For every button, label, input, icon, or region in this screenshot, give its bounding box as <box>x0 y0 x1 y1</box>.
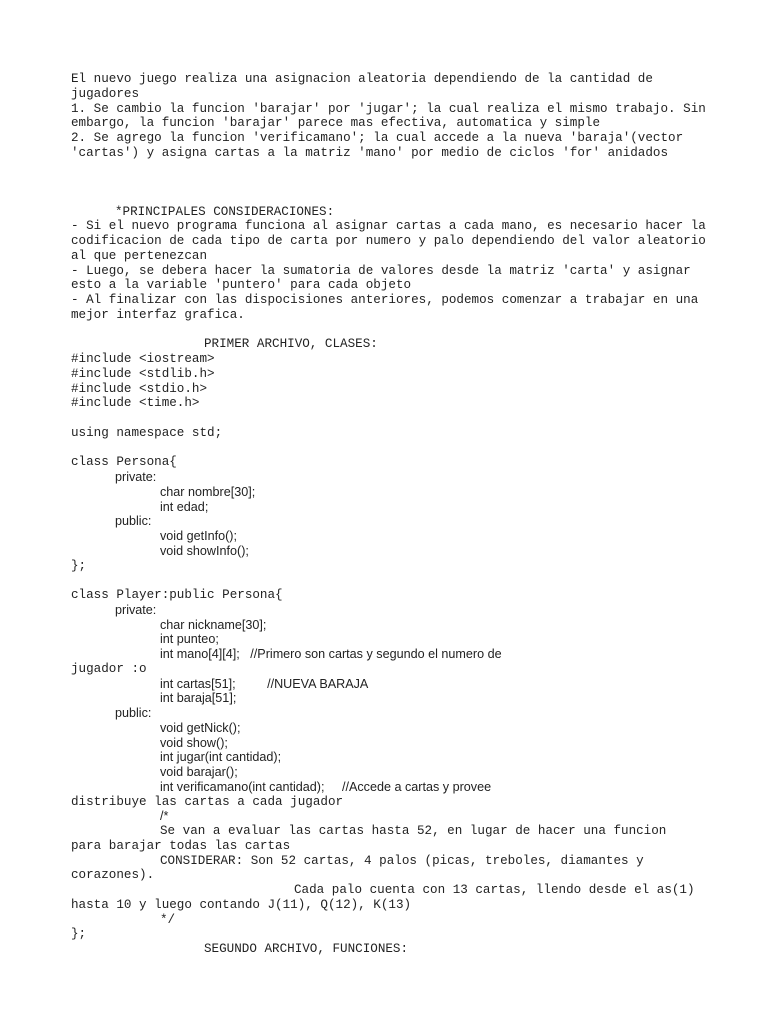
class-persona-close: }; <box>71 558 87 573</box>
code-listing <box>71 337 718 957</box>
member-line-continued: distribuye las cartas a cada jugador <box>71 794 344 809</box>
member-line: int verificamano(int cantidad); //Accede a cartas y provee <box>160 779 492 794</box>
member-line: void getInfo(); <box>160 529 238 543</box>
comment-line: */ <box>160 912 176 927</box>
access-private: private: <box>115 470 157 484</box>
member-line: char nombre[30]; <box>160 484 256 499</box>
consideration-item-1: - Si el nuevo programa funciona al asignar cartas a cada mano, es necesario hacer la codificacion de cada tipo de carta por numero y palo dependiendo del valor aleatorio al que pertenezcan <box>71 219 714 263</box>
comment-line: /* <box>160 809 169 824</box>
class-player-close: }; <box>71 927 87 942</box>
member-line-continued: jugador :o <box>71 661 147 676</box>
member-line: void showInfo(); <box>160 543 249 558</box>
consideration-item-2: - Luego, se debera hacer la sumatoria de valores desde la matriz 'carta' y asignar esto a la variable 'puntero' para cada objeto <box>71 263 699 293</box>
comment-line-continued: corazones). <box>71 868 155 883</box>
spacer <box>71 323 718 338</box>
include-line: #include <iostream> <box>71 352 215 366</box>
include-line: #include <time.h> <box>71 396 200 411</box>
member-line: void show(); <box>160 735 228 750</box>
intro-paragraph-1: El nuevo juego realiza una asignacion aleatoria dependiendo de la cantidad de jugadores <box>71 72 661 101</box>
member-line: int baraja[51]; <box>160 691 237 706</box>
include-line: #include <stdlib.h> <box>71 366 215 381</box>
consideration-item-3: - Al finalizar con las dispocisiones anteriores, podemos comenzar a trabajar en una mejor interfaz grafica. <box>71 293 706 322</box>
member-line: char nickname[30]; <box>160 617 267 632</box>
first-file-heading: PRIMER ARCHIVO, CLASES: <box>204 337 378 352</box>
member-line: int edad; <box>160 499 209 514</box>
access-public: public: <box>115 514 152 529</box>
considerations-heading: *PRINCIPALES CONSIDERACIONES: <box>115 204 335 219</box>
comment-line: Cada palo cuenta con 13 cartas, llendo desde el as(1) <box>294 883 695 897</box>
class-player-open: class Player:public Persona{ <box>71 588 283 602</box>
spacer <box>71 161 718 205</box>
intro-paragraph-3: 2. Se agrego la funcion 'verificamano'; la cual accede a la nueva 'baraja'(vector 'cartas') y asigna cartas a la matriz 'mano' por medio de ciclos 'for' anidados <box>71 131 691 160</box>
comment-line: CONSIDERAR: Son 52 cartas, 4 palos (picas, treboles, diamantes y <box>160 853 644 868</box>
second-file-heading: SEGUNDO ARCHIVO, FUNCIONES: <box>204 942 409 956</box>
using-line: using namespace std; <box>71 425 223 440</box>
access-public: public: <box>115 706 152 720</box>
access-private: private: <box>115 602 157 617</box>
include-line: #include <stdio.h> <box>71 381 208 396</box>
intro-paragraph-2: 1. Se cambio la funcion 'barajar' por 'jugar'; la cual realiza el mismo trabajo. Sin embargo, la funcion 'barajar' parece mas efectiva, automatica y simple <box>71 101 714 131</box>
comment-line-continued: para barajar todas las cartas <box>71 838 291 853</box>
blank-line <box>71 411 718 426</box>
member-line: void barajar(); <box>160 765 238 779</box>
member-line: int cartas[51]; //NUEVA BARAJA <box>160 676 369 691</box>
document-page <box>71 72 718 957</box>
member-line: int mano[4][4]; //Primero son cartas y segundo el numero de <box>160 647 502 661</box>
member-line: int punteo; <box>160 632 219 647</box>
blank-line <box>71 573 718 588</box>
member-line: void getNick(); <box>160 720 241 735</box>
comment-line: Se van a evaluar las cartas hasta 52, en lugar de hacer una funcion <box>160 824 667 838</box>
class-persona-open: class Persona{ <box>71 455 177 470</box>
blank-line <box>71 441 718 456</box>
member-line: int jugar(int cantidad); <box>160 750 282 765</box>
comment-line-continued: hasta 10 y luego contando J(11), Q(12), K(13) <box>71 897 412 912</box>
